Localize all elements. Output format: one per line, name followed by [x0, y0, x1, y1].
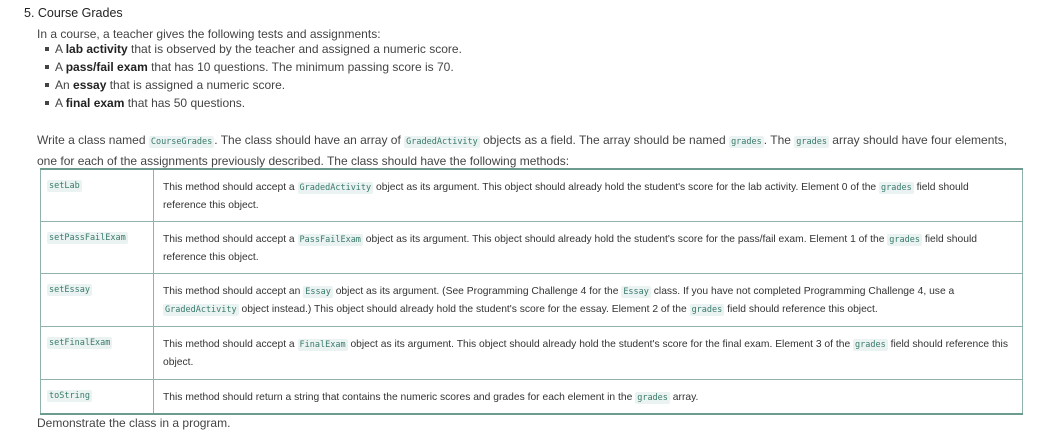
class-description: Write a class named CourseGrades . The class should have an array of GradedActivity objects as a field. The array should be named grades . The grades array should have four elements, one for each of the assignments previously described. The class should have the following methods:: [37, 133, 1008, 168]
table-row: [41, 327, 1023, 380]
code-classname: CourseGrades: [150, 137, 213, 147]
table-row: [41, 380, 1023, 415]
code-type: GradedActivity: [406, 137, 478, 147]
list-item: A pass/fail exam that has 10 questions. The minimum passing score is 70.: [43, 58, 462, 76]
assignment-list: [43, 40, 462, 112]
method-name: setEssay: [49, 285, 90, 295]
list-item: A final exam that has 50 questions.: [43, 94, 462, 112]
problem-title: 5. Course Grades: [24, 6, 123, 20]
list-item: An essay that is assigned a numeric score.: [43, 76, 462, 94]
method-name: toString: [49, 391, 90, 401]
demo-instruction: Demonstrate the class in a program.: [37, 416, 231, 430]
method-description: This method should accept a GradedActivity object as its argument. This object should already hold the student's score for the lab activity. Element 0 of the grades field should reference this object.: [154, 169, 1023, 222]
list-item: A lab activity that is observed by the teacher and assigned a numeric score.: [43, 40, 462, 58]
table-row: [41, 274, 1023, 327]
method-name: setLab: [49, 181, 80, 191]
method-description: This method should return a string that contains the numeric scores and grades for each element in the grades array.: [154, 380, 1023, 415]
method-description: This method should accept a FinalExam object as its argument. This object should already hold the student's score for the final exam. Element 3 of the grades field should reference this object.: [154, 327, 1023, 380]
code-field: grades: [731, 137, 762, 147]
table-row: [41, 222, 1023, 274]
method-name: setFinalExam: [49, 338, 111, 348]
table-row: [41, 169, 1023, 222]
method-name: setPassFailExam: [49, 233, 126, 243]
methods-table: [40, 168, 1023, 415]
code-field: grades: [796, 137, 827, 147]
intro-text: In a course, a teacher gives the following tests and assignments:: [37, 27, 381, 41]
method-description: This method should accept an Essay object as its argument. (See Programming Challenge 4 for the Essay class. If you have not completed Programming Challenge 4, use a GradedActivity object instead.) This object should already hold the student's score for the essay. Element 2 of the grades field should reference this object.: [154, 274, 1023, 327]
method-description: This method should accept a PassFailExam object as its argument. This object should already hold the student's score for the pass/fail exam. Element 1 of the grades field should reference this object.: [154, 222, 1023, 274]
